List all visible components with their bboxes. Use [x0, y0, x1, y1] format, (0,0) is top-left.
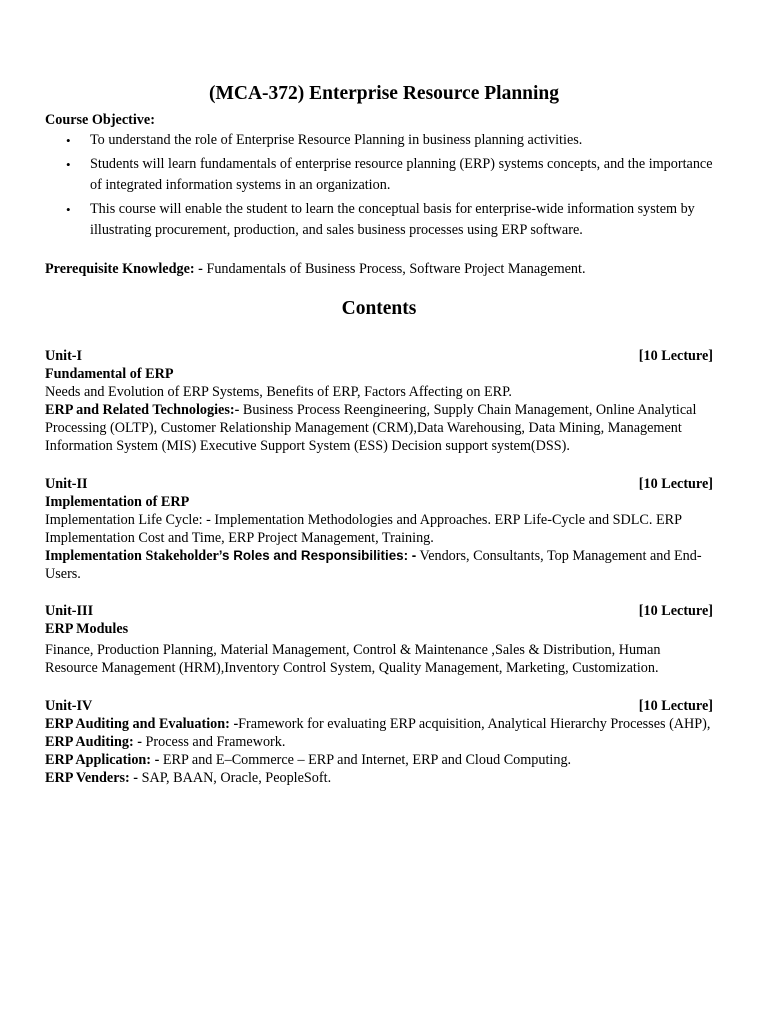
entry-label: ERP Auditing and Evaluation: -	[45, 716, 239, 732]
prerequisite-line	[45, 260, 713, 278]
prerequisite-text: Fundamentals of Business Process, Software Project Management.	[202, 261, 586, 277]
subtopic-label-a: Implementation Stakeholder	[45, 548, 219, 564]
unit-description: Finance, Production Planning, Material Management, Control & Maintenance ,Sales & Distribution, Human Resource Management (HRM),Inventory Control System, Quality Management, Marketing, Customization.	[45, 642, 661, 676]
subtopic-label: ERP and Related Technologies:-	[45, 402, 240, 418]
unit-header	[45, 347, 713, 365]
bullet-icon: •	[66, 133, 71, 148]
unit-description: Needs and Evolution of ERP Systems, Benefits of ERP, Factors Affecting on ERP.	[45, 384, 512, 400]
unit-topic: Implementation of ERP	[45, 494, 190, 510]
bullet-icon: •	[66, 157, 71, 172]
contents-heading: Contents	[341, 298, 417, 319]
course-objective-section	[45, 111, 713, 241]
unit-header	[45, 602, 713, 620]
entry-label: ERP Auditing: -	[45, 734, 142, 750]
unit-name: Unit-II	[45, 476, 88, 492]
unit-lectures: [10 Lecture]	[638, 603, 713, 619]
unit-1-section	[45, 347, 713, 455]
unit-subtopic	[45, 401, 713, 455]
unit-header	[45, 697, 713, 715]
unit-description: Implementation Life Cycle: - Implementation Methodologies and Approaches. ERP Life-Cycle and SDLC. ERP Implementation Cost and Time, ERP Project Management, Training.	[45, 512, 682, 546]
entry-label: ERP Venders: -	[45, 770, 139, 786]
unit-4-section	[45, 697, 713, 787]
objective-list	[45, 130, 713, 241]
objective-text: Students will learn fundamentals of enterprise resource planning (ERP) systems concepts, and the importance of integrated information systems in an organization.	[90, 156, 713, 193]
prerequisite-label: Prerequisite Knowledge: -	[45, 261, 203, 277]
unit-entry	[45, 769, 713, 787]
objective-item	[66, 130, 713, 151]
entry-text: SAP, BAAN, Oracle, PeopleSoft.	[138, 770, 332, 786]
entry-text: Process and Framework.	[141, 734, 286, 750]
unit-name: Unit-IV	[45, 698, 93, 714]
unit-topic: ERP Modules	[45, 621, 129, 637]
document-page	[45, 82, 713, 787]
course-title: (MCA-372) Enterprise Resource Planning	[208, 83, 560, 104]
unit-3-section	[45, 602, 713, 677]
unit-lectures: [10 Lecture]	[638, 698, 713, 714]
unit-topic: Fundamental of ERP	[45, 366, 174, 382]
unit-lectures: [10 Lecture]	[638, 476, 713, 492]
bullet-icon: •	[66, 202, 71, 217]
unit-entry	[45, 733, 713, 751]
unit-header	[45, 475, 713, 493]
unit-entry	[45, 715, 713, 733]
objective-item	[66, 199, 713, 241]
entry-text: Framework for evaluating ERP acquisition, Analytical Hierarchy Processes (AHP),	[238, 716, 711, 732]
unit-2-section	[45, 475, 713, 583]
unit-name: Unit-III	[45, 603, 94, 619]
unit-lectures: [10 Lecture]	[638, 348, 713, 364]
course-objective-label: Course Objective:	[45, 112, 155, 128]
subtopic-text: Business Process Reengineering, Supply Chain Management, Online Analytical Processing (OLTP), Customer Relationship Management (CRM),Data Warehousing, Data Mining, Management Information System (MIS) Executive Support System (ESS) Decision support system(DSS).	[45, 402, 697, 454]
entry-text: ERP and E–Commerce – ERP and Internet, ERP and Cloud Computing.	[159, 752, 572, 768]
unit-entry	[45, 751, 713, 769]
subtopic-label-b: ’s Roles and Responsibilities: -	[218, 548, 417, 563]
objective-text: To understand the role of Enterprise Resource Planning in business planning activities.	[90, 132, 583, 148]
objective-text: This course will enable the student to learn the conceptual basis for enterprise-wide information system by illustrating procurement, production, and sales business processes using ERP software.	[90, 201, 695, 238]
objective-item	[66, 154, 713, 196]
entry-label: ERP Application: -	[45, 752, 160, 768]
unit-subtopic	[45, 547, 713, 583]
subtopic-text: Vendors, Consultants, Top Management and End-Users.	[45, 548, 702, 582]
unit-name: Unit-I	[45, 348, 83, 364]
